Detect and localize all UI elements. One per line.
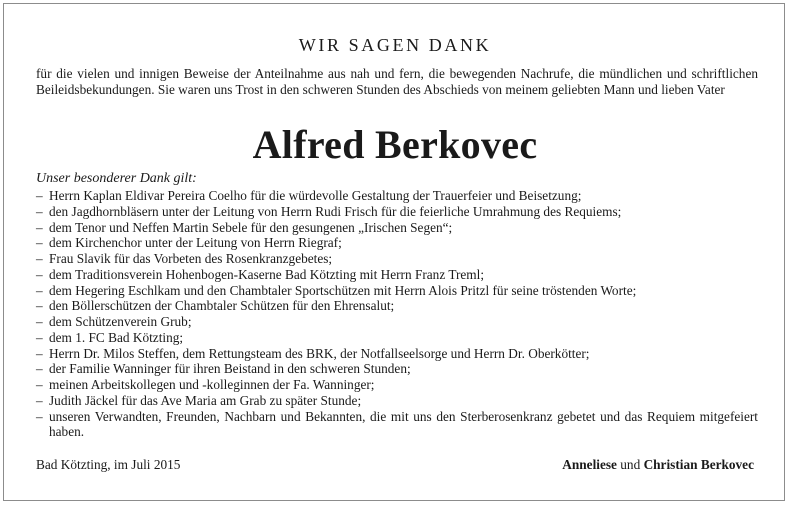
list-item: [36, 235, 758, 251]
list-item-text: dem Kirchenchor unter der Leitung von Herrn Riegraf;: [49, 235, 342, 251]
list-dash: –: [36, 361, 43, 377]
list-dash: –: [36, 219, 43, 235]
list-item: [36, 204, 758, 220]
list-item: [36, 298, 758, 314]
list-item: [36, 393, 758, 409]
list-item: [36, 346, 758, 362]
list-dash: –: [36, 377, 43, 392]
list-item-text: Herrn Kaplan Eldivar Pereira Coelho für die würdevolle Gestaltung der Trauerfeier und Beisetzung;: [49, 188, 582, 203]
signature-connector: und: [620, 457, 641, 472]
notice-heading: WIR SAGEN DANK: [298, 35, 492, 55]
list-dash: –: [36, 298, 43, 314]
intro-text: [36, 66, 758, 97]
list-item-text: dem 1. FC Bad Kötzting;: [49, 329, 184, 345]
list-dash: –: [36, 282, 43, 298]
list-item: [36, 251, 758, 267]
list-dash: –: [36, 408, 43, 424]
list-item-text: dem Traditionsverein Hohenbogen-Kaserne Bad Kötzting mit Herrn Franz Treml;: [49, 266, 485, 282]
thanks-label: Unser besonderer Dank gilt:: [36, 171, 197, 186]
signature: [562, 457, 754, 473]
list-item-text: Judith Jäckel für das Ave Maria am Grab zu später Stunde;: [49, 392, 362, 408]
list-item: [36, 283, 758, 299]
list-dash: –: [36, 188, 43, 203]
list-dash: –: [36, 266, 43, 282]
list-dash: –: [36, 251, 43, 266]
list-item-text: unseren Verwandten, Freunden, Nachbarn und Bekannten, die mit uns den Sterberosenkranz gebetet und das Requiem mitgefeiert haben.: [49, 408, 758, 440]
list-dash: –: [36, 235, 43, 251]
list-item-text: den Böllerschützen der Chambtaler Schützen für den Ehrensalut;: [49, 298, 395, 314]
list-item-text: Frau Slavik für das Vorbeten des Rosenkranzgebetes;: [49, 251, 333, 266]
list-item: [36, 267, 758, 283]
signature-name-2: Christian Berkovec: [643, 457, 754, 472]
list-dash: –: [36, 329, 43, 345]
list-item: [36, 220, 758, 236]
list-dash: –: [36, 392, 43, 408]
list-dash: –: [36, 203, 43, 219]
list-dash: –: [36, 345, 43, 361]
list-item: [36, 409, 758, 441]
list-item-text: den Jagdhornbläsern unter der Leitung von Herrn Rudi Frisch für die feierliche Umrahmung des Requiems;: [49, 203, 622, 219]
list-item-text: der Familie Wanninger für ihren Beistand in den schweren Stunden;: [49, 361, 411, 377]
list-item-text: Herrn Dr. Milos Steffen, dem Rettungsteam des BRK, der Notfallseelsorge und Herrn Dr. Oberkötter;: [49, 345, 590, 361]
list-item-text: dem Tenor und Neffen Martin Sebele für den gesungenen „Irischen Segen“;: [49, 219, 453, 235]
list-item: [36, 361, 758, 377]
thanks-list: [36, 188, 758, 440]
list-item-text: dem Hegering Eschlkam und den Chambtaler Sportschützen mit Herrn Alois Pritzl für seine tröstenden Worte;: [49, 282, 637, 298]
list-item-text: meinen Arbeitskollegen und -kolleginnen der Fa. Wanninger;: [49, 377, 375, 392]
intro-paragraph: für die vielen und innigen Beweise der Anteilnahme aus nah und fern, die bewegenden Nachrufe, die mündlichen und schriftlichen Beileidsbekundungen. Sie waren uns Trost in den schweren Stunden des Abschieds von meinem geliebten Mann und lieben Vater: [36, 66, 758, 97]
deceased-name: Alfred Berkovec: [252, 122, 538, 167]
signature-name-1: Anneliese: [562, 457, 617, 472]
list-item-text: dem Schützenverein Grub;: [49, 314, 192, 329]
list-dash: –: [36, 314, 43, 329]
list-item: [36, 377, 758, 393]
list-item: [36, 188, 758, 204]
list-item: [36, 314, 758, 330]
list-item: [36, 330, 758, 346]
place-date: Bad Kötzting, im Juli 2015: [36, 457, 181, 472]
